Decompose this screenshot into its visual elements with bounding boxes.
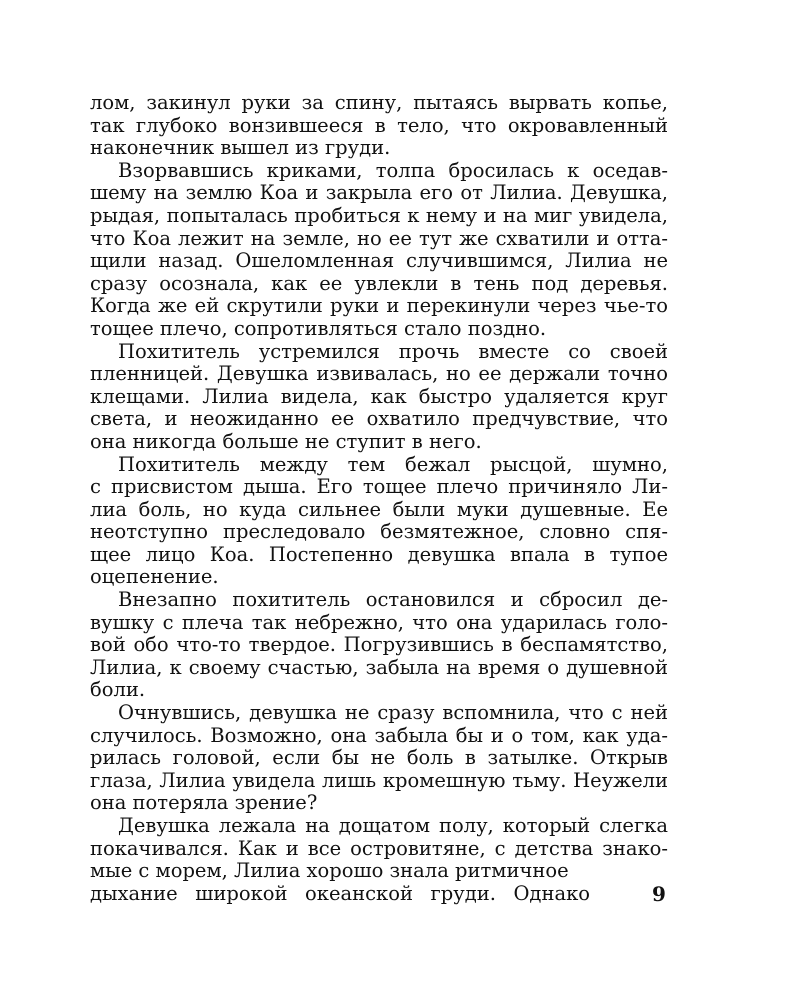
- paragraph-first-line: Внезапно похититель остановился и сбросил де-: [118, 589, 668, 612]
- text-line: боли.: [90, 679, 146, 702]
- text-line: что Коа лежит на земле, но ее тут же схватили и отта-: [90, 227, 668, 250]
- text-line: наконечник вышел из груди.: [90, 137, 391, 160]
- text-line: вушку с плеча так небрежно, что она ударилась голо-: [90, 611, 668, 634]
- paragraph-first-line: Похититель устремился прочь вместе со своей: [118, 340, 668, 363]
- text-line: сразу осознала, как ее увлекли в тень под деревья.: [90, 272, 668, 295]
- text-line: Лилиа, к своему счастью, забыла на время о душевной: [90, 656, 668, 679]
- text-line: клещами. Лилиа видела, как быстро удаляется круг: [90, 385, 668, 408]
- text-line: тощее плечо, сопротивляться стало поздно.: [90, 317, 547, 340]
- text-line: щили назад. Ошеломленная случившимся, Лилиа не: [90, 250, 668, 273]
- text-line: глаза, Лилиа увидела лишь кромешную тьму. Неужели: [90, 769, 668, 792]
- paragraph-first-line: Взорвавшись криками, толпа бросилась к оседав-: [118, 159, 668, 182]
- text-line: с присвистом дыша. Его тощее плечо причиняло Ли-: [90, 476, 668, 499]
- text-line: она потеряла зрение?: [90, 792, 318, 815]
- text-line: щее лицо Коа. Постепенно девушка впала в тупое: [90, 543, 668, 566]
- text-line: покачивался. Как и все островитяне, с детства знако-: [90, 837, 668, 860]
- text-line: пленницей. Девушка извивалась, но ее держали точно: [90, 363, 668, 386]
- paragraph-first-line: Похититель между тем бежал рысцой, шумно,: [118, 453, 668, 476]
- paragraph-first-line: Очнувшись, девушка не сразу вспомнила, что с ней: [118, 702, 668, 725]
- text-line: случилось. Возможно, она забыла бы и о том, как уда-: [90, 724, 668, 747]
- text-line: рыдая, попыталась пробиться к нему и на миг увидела,: [90, 204, 668, 227]
- text-line: Когда же ей скрутили руки и перекинули через чье-то: [90, 295, 668, 318]
- text-line: вой обо что-то твердое. Погрузившись в беспамятство,: [90, 634, 668, 657]
- text-line: дыхание широкой океанской груди. Однако: [90, 882, 590, 905]
- text-line: она никогда больше не ступит в него.: [90, 430, 482, 453]
- text-line: лом, закинул руки за спину, пытаясь вырвать копье,: [90, 92, 668, 114]
- text-line: шему на землю Коа и закрыла его от Лилиа. Девушка,: [90, 182, 668, 205]
- body-text: [90, 92, 668, 905]
- text-line: рилась головой, если бы не боль в затылке. Открыв: [90, 747, 668, 770]
- text-line: лиа боль, но куда сильнее были муки душевные. Ее: [90, 498, 668, 521]
- paragraph-first-line: Девушка лежала на дощатом полу, который слегка: [118, 815, 668, 837]
- page-number: 9: [652, 882, 666, 906]
- text-line: так глубоко вонзившееся в тело, что окровавленный: [90, 114, 668, 137]
- text-line: оцепенение.: [90, 566, 219, 589]
- text-line: мые с морем, Лилиа хорошо знала ритмичное: [90, 860, 569, 883]
- text-line: неотступно преследовало безмятежное, словно спя-: [90, 521, 668, 544]
- text-line: света, и неожиданно ее охватило предчувствие, что: [90, 408, 668, 431]
